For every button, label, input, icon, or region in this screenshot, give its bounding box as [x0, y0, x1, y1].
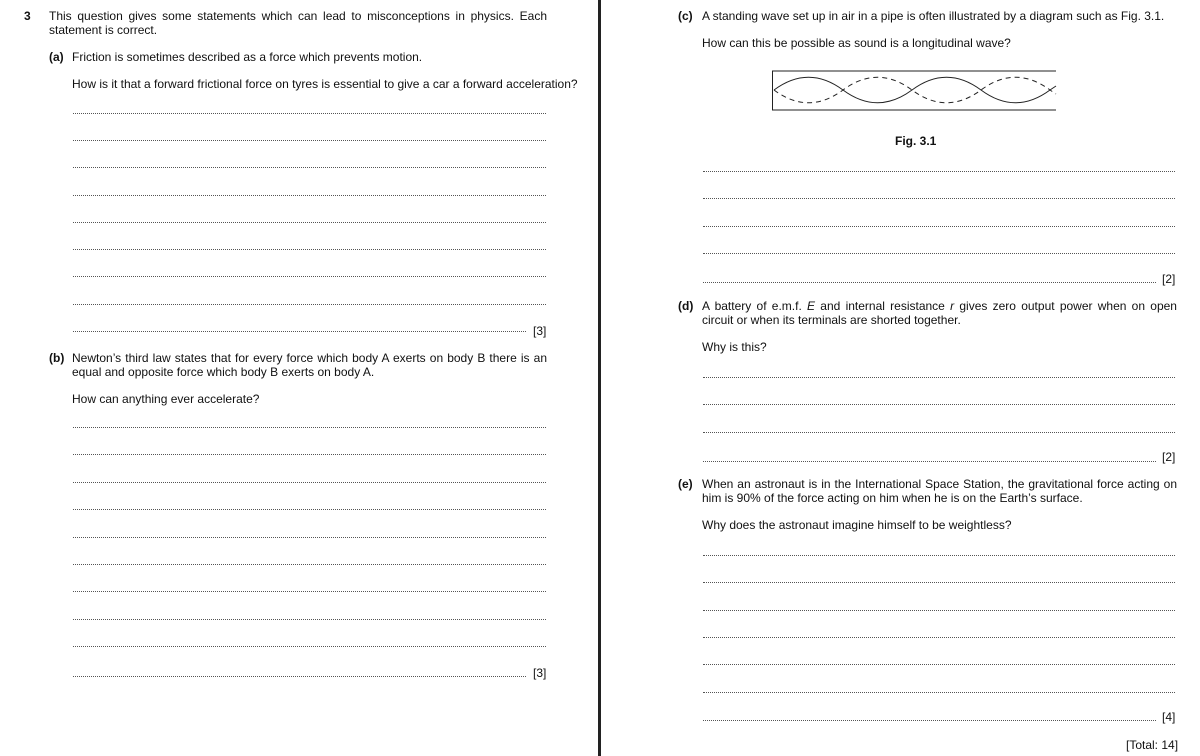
left-page	[0, 0, 598, 756]
part-b-prompt: How can anything ever accelerate?	[72, 392, 260, 406]
part-d-text-3: gives zero output power when on open circuit or when its terminals are shorted together.	[702, 299, 1177, 327]
answer-line-b4[interactable]	[73, 509, 546, 510]
right-page	[602, 0, 1200, 756]
answer-line-b3[interactable]	[73, 482, 546, 483]
part-b-label: (b)	[49, 351, 65, 365]
answer-line-a2[interactable]	[73, 140, 546, 141]
answer-line-a4[interactable]	[73, 195, 546, 196]
part-a-marks: [3]	[533, 324, 547, 338]
part-e-marks: [4]	[1162, 710, 1176, 724]
standing-wave-diagram	[772, 70, 1058, 114]
part-c-label: (c)	[678, 9, 693, 23]
answer-line-c3[interactable]	[703, 226, 1175, 227]
answer-line-b7[interactable]	[73, 591, 546, 592]
answer-line-c1[interactable]	[703, 171, 1175, 172]
answer-line-e6[interactable]	[703, 692, 1175, 693]
part-d-marks: [2]	[1162, 450, 1176, 464]
answer-line-d1[interactable]	[703, 377, 1175, 378]
answer-line-e5[interactable]	[703, 664, 1175, 665]
part-e-statement: When an astronaut is in the International Space Station, the gravitational force acting on him is 90% of the force acting on him when he is on the Earth’s surface.	[702, 477, 1177, 505]
wave-dashed-curve	[774, 77, 1056, 103]
answer-line-e1[interactable]	[703, 555, 1175, 556]
answer-line-b5[interactable]	[73, 537, 546, 538]
question-intro: This question gives some statements which can lead to misconceptions in physics. Each statement is correct.	[49, 9, 547, 37]
part-d-text-2: and internal resistance	[815, 299, 951, 313]
answer-line-b1[interactable]	[73, 427, 546, 428]
wave-solid-curve	[774, 77, 1056, 103]
answer-line-a5[interactable]	[73, 222, 546, 223]
answer-line-a9[interactable]	[73, 331, 526, 332]
part-a-statement: Friction is sometimes described as a force which prevents motion.	[72, 50, 423, 64]
answer-line-b8[interactable]	[73, 619, 546, 620]
answer-line-d4[interactable]	[703, 461, 1156, 462]
answer-line-e2[interactable]	[703, 582, 1175, 583]
answer-line-b9[interactable]	[73, 646, 546, 647]
answer-line-e7[interactable]	[703, 720, 1156, 721]
answer-line-a8[interactable]	[73, 304, 546, 305]
answer-line-a6[interactable]	[73, 249, 546, 250]
answer-line-d3[interactable]	[703, 432, 1175, 433]
part-d-label: (d)	[678, 299, 694, 313]
part-d-text-1: A battery of e.m.f.	[702, 299, 808, 313]
answer-line-b2[interactable]	[73, 454, 546, 455]
part-d-statement	[702, 299, 1177, 327]
part-b-marks: [3]	[533, 666, 547, 680]
emf-symbol: E	[807, 299, 816, 313]
figure-caption: Fig. 3.1	[895, 134, 937, 148]
resistance-symbol: r	[950, 299, 955, 313]
part-c-marks: [2]	[1162, 272, 1176, 286]
answer-line-c5[interactable]	[703, 282, 1156, 283]
answer-line-a1[interactable]	[73, 113, 546, 114]
part-b-statement: Newton’s third law states that for every force which body A exerts on body B there is an equal and opposite force which body B exerts on body A.	[72, 351, 547, 379]
question-number: 3	[24, 9, 31, 23]
page-divider	[598, 0, 601, 756]
answer-line-a3[interactable]	[73, 167, 546, 168]
part-a-prompt: How is it that a forward frictional force on tyres is essential to give a car a forward acceleration?	[72, 77, 578, 91]
part-a-label: (a)	[49, 50, 64, 64]
question-total: [Total: 14]	[1126, 738, 1179, 752]
part-c-prompt: How can this be possible as sound is a longitudinal wave?	[702, 36, 1011, 50]
part-e-label: (e)	[678, 477, 693, 491]
answer-line-c4[interactable]	[703, 253, 1175, 254]
part-e-prompt: Why does the astronaut imagine himself to be weightless?	[702, 518, 1012, 532]
part-d-prompt: Why is this?	[702, 340, 767, 354]
answer-line-a7[interactable]	[73, 276, 546, 277]
part-c-statement: A standing wave set up in air in a pipe is often illustrated by a diagram such as Fig. 3.1.	[702, 9, 1165, 23]
answer-line-e3[interactable]	[703, 610, 1175, 611]
answer-line-d2[interactable]	[703, 404, 1175, 405]
answer-line-c2[interactable]	[703, 198, 1175, 199]
answer-line-e4[interactable]	[703, 637, 1175, 638]
answer-line-b6[interactable]	[73, 564, 546, 565]
answer-line-b10[interactable]	[73, 676, 526, 677]
